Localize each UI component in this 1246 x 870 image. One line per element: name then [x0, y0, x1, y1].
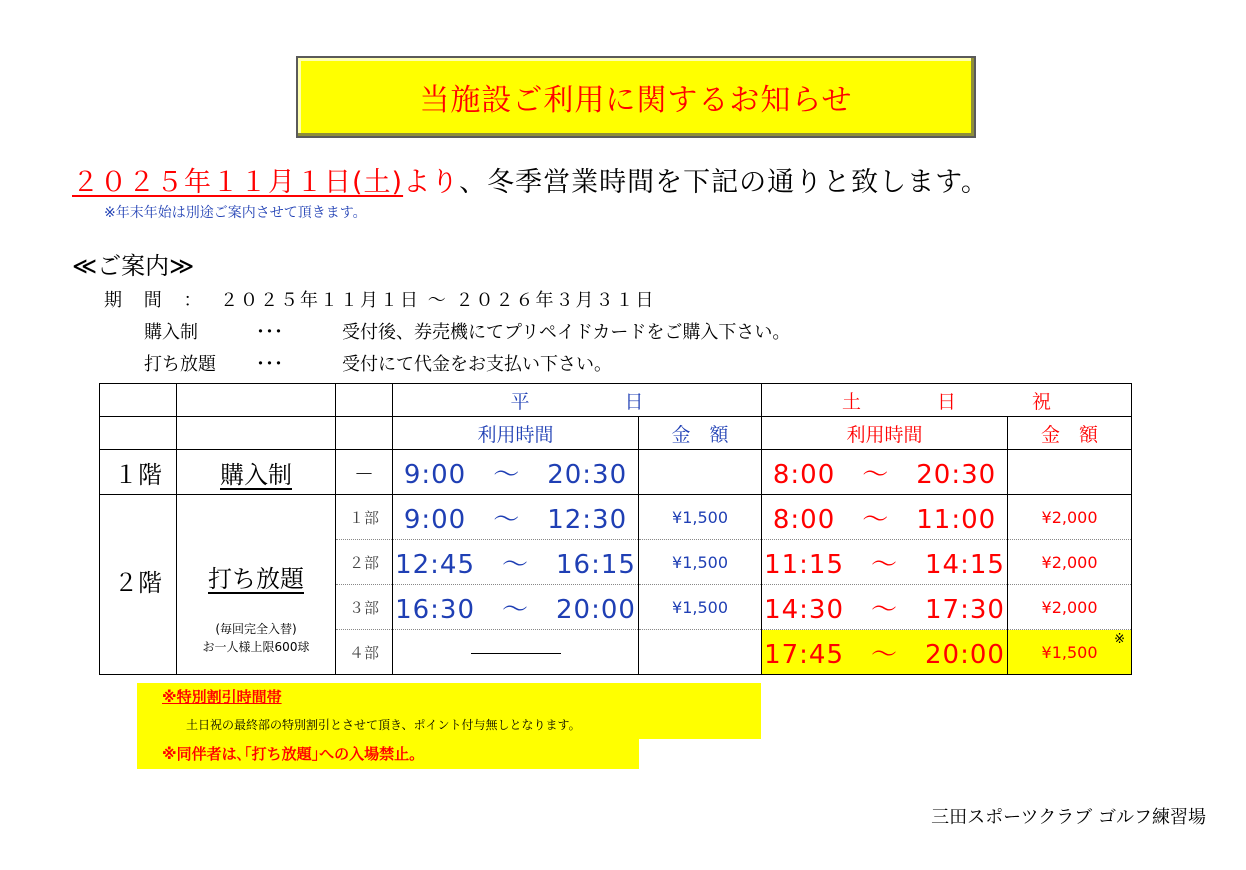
- weekday-time-header: 利用時間: [393, 417, 639, 450]
- holiday-price-special: [1008, 630, 1132, 675]
- weekday-time: 12:45 ～ 16:15: [393, 540, 639, 585]
- table-row: [100, 495, 1132, 540]
- table-row: [100, 450, 1132, 495]
- weekday-time: 9:00 ～ 20:30: [393, 450, 639, 495]
- part-label: １部: [336, 495, 393, 540]
- empty-cell: [177, 417, 336, 450]
- headline-yori: より: [403, 167, 460, 198]
- holiday-time: 8:00 ～ 11:00: [762, 495, 1008, 540]
- system-dots: ･･･: [256, 322, 283, 343]
- page-title: 当施設ご利用に関するお知らせ: [419, 83, 853, 118]
- fee-table-wrapper: [99, 383, 1132, 675]
- table-header-row-1: [100, 384, 1132, 417]
- weekday-time: 16:30 ～ 20:00: [393, 585, 639, 630]
- empty-cell: [100, 417, 177, 450]
- special-mark: ※: [1114, 632, 1126, 647]
- system-dots: ･･･: [256, 354, 283, 375]
- holiday-price-header: 金 額: [1008, 417, 1132, 450]
- weekday-time: 9:00 ～ 12:30: [393, 495, 639, 540]
- facility-name: 購入制: [177, 450, 336, 495]
- facility-note-2: お一人様上限600球: [202, 640, 310, 654]
- year-end-note: ※年末年始は別途ご案内させて頂きます。: [104, 205, 367, 221]
- holiday-price: [1008, 450, 1132, 495]
- headline-rest: 、冬季営業時間を下記の通りと致します。: [459, 167, 989, 198]
- system-row-purchase: [144, 318, 790, 344]
- headline-date: ２０２５年１１月１日(土): [72, 167, 404, 198]
- floor-label: １階: [100, 450, 177, 495]
- guide-heading: ≪ご案内≫: [72, 252, 195, 280]
- period-label: 期 間 ：: [104, 290, 210, 311]
- part-label: ２部: [336, 540, 393, 585]
- footer-facility-name: 三田スポーツクラブ ゴルフ練習場: [931, 807, 1206, 828]
- companion-note: ※同伴者は､｢打ち放題｣への入場禁止。: [162, 745, 425, 763]
- facility-note-1: (毎回完全入替): [215, 622, 297, 636]
- special-discount-title: ※特別割引時間帯: [162, 688, 282, 706]
- holiday-time: 14:30 ～ 17:30: [762, 585, 1008, 630]
- empty-cell: [100, 384, 177, 417]
- dash-line: [471, 653, 561, 654]
- weekday-price: ¥1,500: [639, 495, 762, 540]
- system-name: 購入制: [144, 322, 198, 343]
- empty-cell: [336, 417, 393, 450]
- floor-label: ２階: [100, 495, 177, 675]
- holiday-price: ¥2,000: [1008, 585, 1132, 630]
- weekday-price-header: 金 額: [639, 417, 762, 450]
- system-row-unlimited: [144, 350, 612, 376]
- system-name: 打ち放題: [144, 354, 216, 375]
- title-banner: [296, 56, 976, 138]
- headline: [72, 160, 989, 199]
- facility-name: 打ち放題: [208, 565, 304, 593]
- holiday-time: 8:00 ～ 20:30: [762, 450, 1008, 495]
- part-label: ３部: [336, 585, 393, 630]
- system-desc: 受付にて代金をお支払い下さい。: [342, 354, 612, 375]
- system-desc: 受付後、券売機にてプリペイドカードをご購入下さい。: [342, 322, 791, 343]
- holiday-time-special: 17:45 ～ 20:00: [762, 630, 1008, 675]
- holiday-price: ¥2,000: [1008, 540, 1132, 585]
- facility-cell: [177, 495, 336, 675]
- part-label: ４部: [336, 630, 393, 675]
- fee-table: [99, 383, 1132, 675]
- weekday-time-empty: [393, 630, 639, 675]
- holiday-price-value: ¥1,500: [1041, 642, 1098, 662]
- period-value: ２０２５年１１月１日 ～ ２０２６年３月３１日: [220, 290, 656, 311]
- part-label: －: [336, 450, 393, 495]
- special-discount-desc: 土日祝の最終部の特別割引とさせて頂き、ポイント付与無しとなります。: [186, 718, 581, 732]
- empty-cell: [177, 384, 336, 417]
- holiday-time-header: 利用時間: [762, 417, 1008, 450]
- holiday-time: 11:15 ～ 14:15: [762, 540, 1008, 585]
- weekday-price: ¥1,500: [639, 540, 762, 585]
- table-header-row-2: [100, 417, 1132, 450]
- holiday-header: 土 日 祝: [762, 384, 1132, 417]
- weekday-header: 平 日: [393, 384, 762, 417]
- empty-cell: [336, 384, 393, 417]
- weekday-price: [639, 630, 762, 675]
- period-row: [104, 286, 655, 312]
- weekday-price: ¥1,500: [639, 585, 762, 630]
- weekday-price: [639, 450, 762, 495]
- holiday-price: ¥2,000: [1008, 495, 1132, 540]
